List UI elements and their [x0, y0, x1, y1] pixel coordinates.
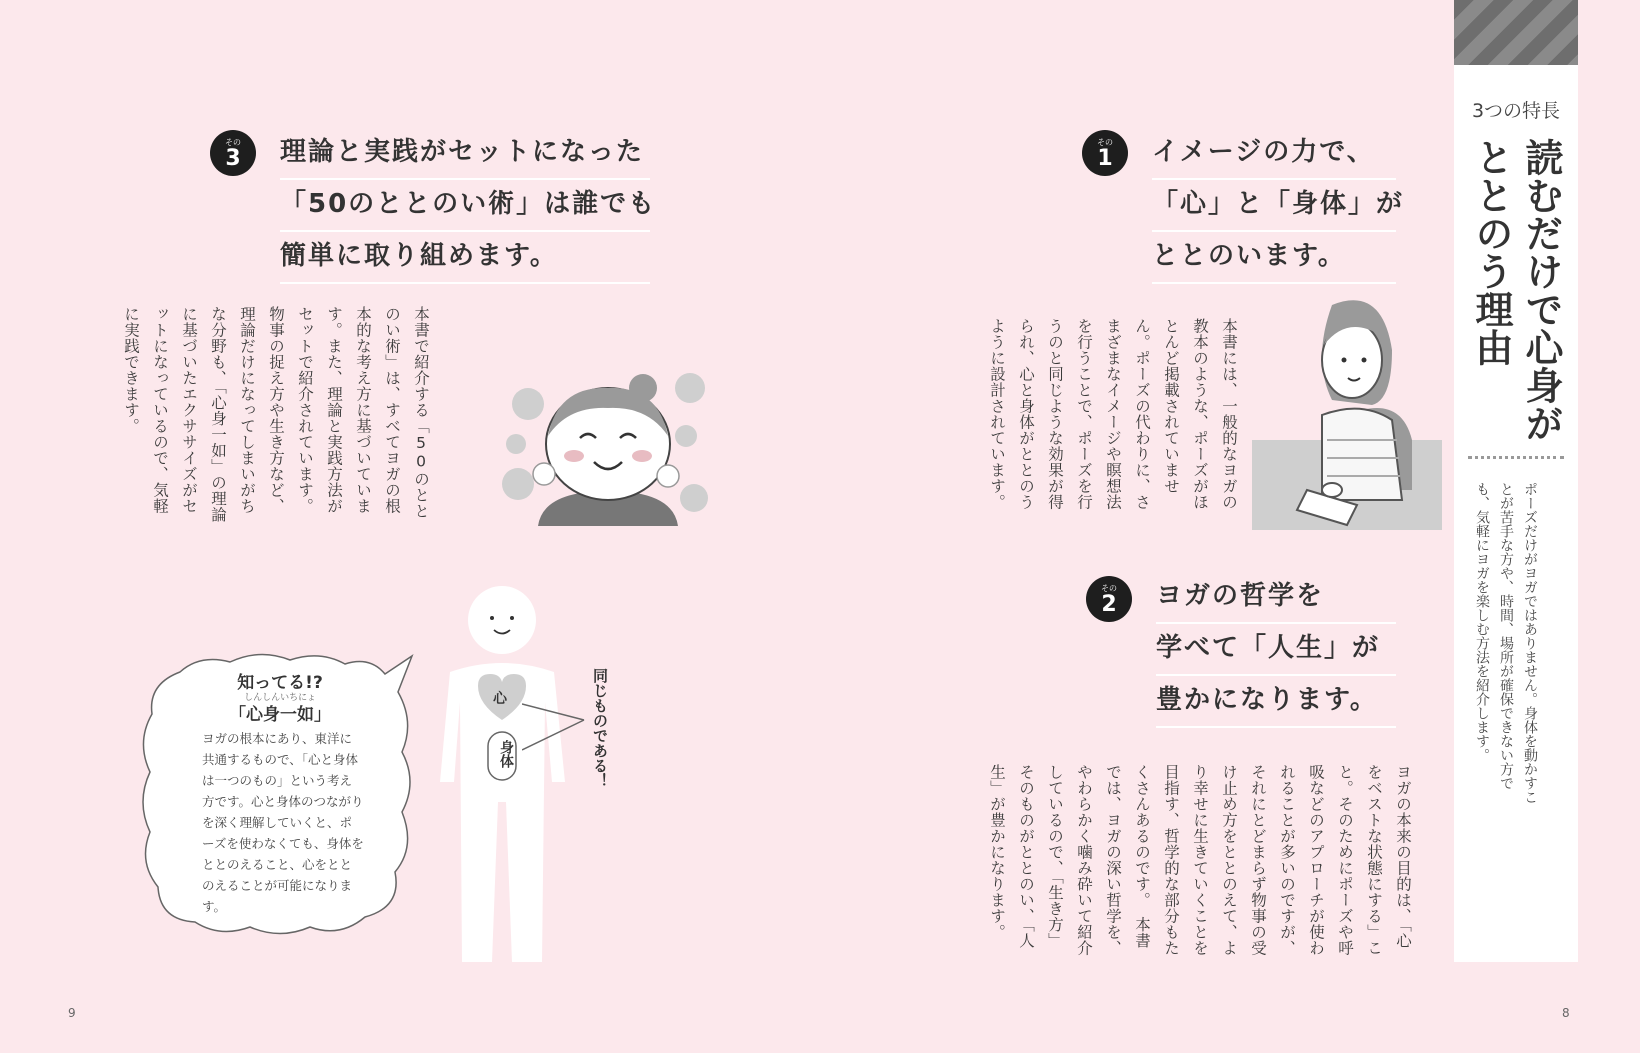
feature-1-heading-line: ととのいます。 — [1152, 232, 1396, 284]
sidebar-stripe — [1454, 0, 1578, 65]
feature-3-heading-line: 「50のととのい術」は誰でも — [280, 180, 650, 232]
smiling-girl-illustration — [498, 366, 718, 526]
feature-2-heading — [1156, 572, 1396, 728]
sidebar-subtitle: 3つの特長 — [1471, 100, 1561, 122]
feature-1-heading-line: イメージの力で、 — [1152, 128, 1396, 180]
sidebar-divider — [1468, 456, 1564, 459]
feature-1-heading — [1152, 128, 1405, 284]
callout-text: 同じものである！ — [591, 668, 609, 788]
feature-3-badge: その 3 — [210, 130, 256, 176]
bubble-ruby: しんしんいちにょ — [244, 693, 316, 703]
bubble-text: ヨガの根本にあり、東洋に共通するもので、「心と身体は一つのもの」という考え方です。心と身体のつながりを深く理解していくと、ポーズを使わなくても、身体をととのえること、心をととのえることが可能になります。 — [202, 731, 364, 914]
feature-2-body: ヨガの本来の目的は、「心をベストな状態にする」こと。そのためにポーズや呼吸などのアプローチが使われることが多いのですが、それにとどまらず物事の受け止め方をととのえて、より幸せに生きていくことを目指す、哲学的な部分もたくさんあるのです。 本書では、ヨガの深い哲学を、やわらかく噛み砕いて紹介しているので、「生き方」そのものがととのい、「人生」が豊かになります。 — [988, 764, 1412, 956]
callout-lines — [522, 690, 592, 760]
feature-1-heading-line: 「心」と「身体」が — [1152, 180, 1396, 232]
sidebar-description: ポーズだけがヨガではありません。身体を動かすことが苦手な方や、時間、場所が確保できない方でも、気軽にヨガを楽しむ方法を紹介します。 — [1474, 482, 1538, 804]
feature-1-badge: その 1 — [1082, 130, 1128, 176]
body-figure-illustration — [430, 582, 580, 967]
bubble-term: 「心身一如」 — [229, 705, 331, 725]
bubble-title: 知ってる!? — [237, 673, 323, 693]
feature-2-heading-line: ヨガの哲学を — [1156, 572, 1396, 624]
feature-2-heading-line: 学べて「人生」が — [1156, 624, 1396, 676]
page-number-right: 8 — [1562, 1006, 1570, 1020]
sidebar-title: 読むだけで心身がととのう理由 — [1469, 138, 1563, 442]
feature-3-heading — [280, 128, 657, 284]
feature-3-heading-line: 簡単に取り組めます。 — [280, 232, 650, 284]
feature-3-heading-line: 理論と実践がセットになった — [280, 128, 650, 180]
feature-2-heading-line: 豊かになります。 — [1156, 676, 1396, 728]
feature-2-badge: その 2 — [1086, 576, 1132, 622]
heart-label: 心 — [493, 691, 507, 707]
body-label: 身体 — [498, 740, 514, 768]
feature-1-body: 本書には、一般的なヨガの教本のような、ポーズがほとんど掲載されていません。ポーズの代わりに、さまざまなイメージや瞑想法を行うことで、ポーズを行うのと同じような効果が得られ、心と身体がととのうように設計されています。 — [988, 318, 1238, 510]
feature-3-body: 本書で紹介する「50のととのい術」は、すべてヨガの根本的な考え方に基づいています。また、理論と実践方法がセットで紹介されています。 物事の捉え方や生き方など、理論だけになってしまいがちな分野も、「心身一如」の理論に基づいたエクササイズがセットになっているので、気軽に実践できます。 — [122, 306, 430, 523]
page-number-left: 9 — [68, 1006, 76, 1020]
woman-reading-illustration — [1252, 290, 1442, 530]
